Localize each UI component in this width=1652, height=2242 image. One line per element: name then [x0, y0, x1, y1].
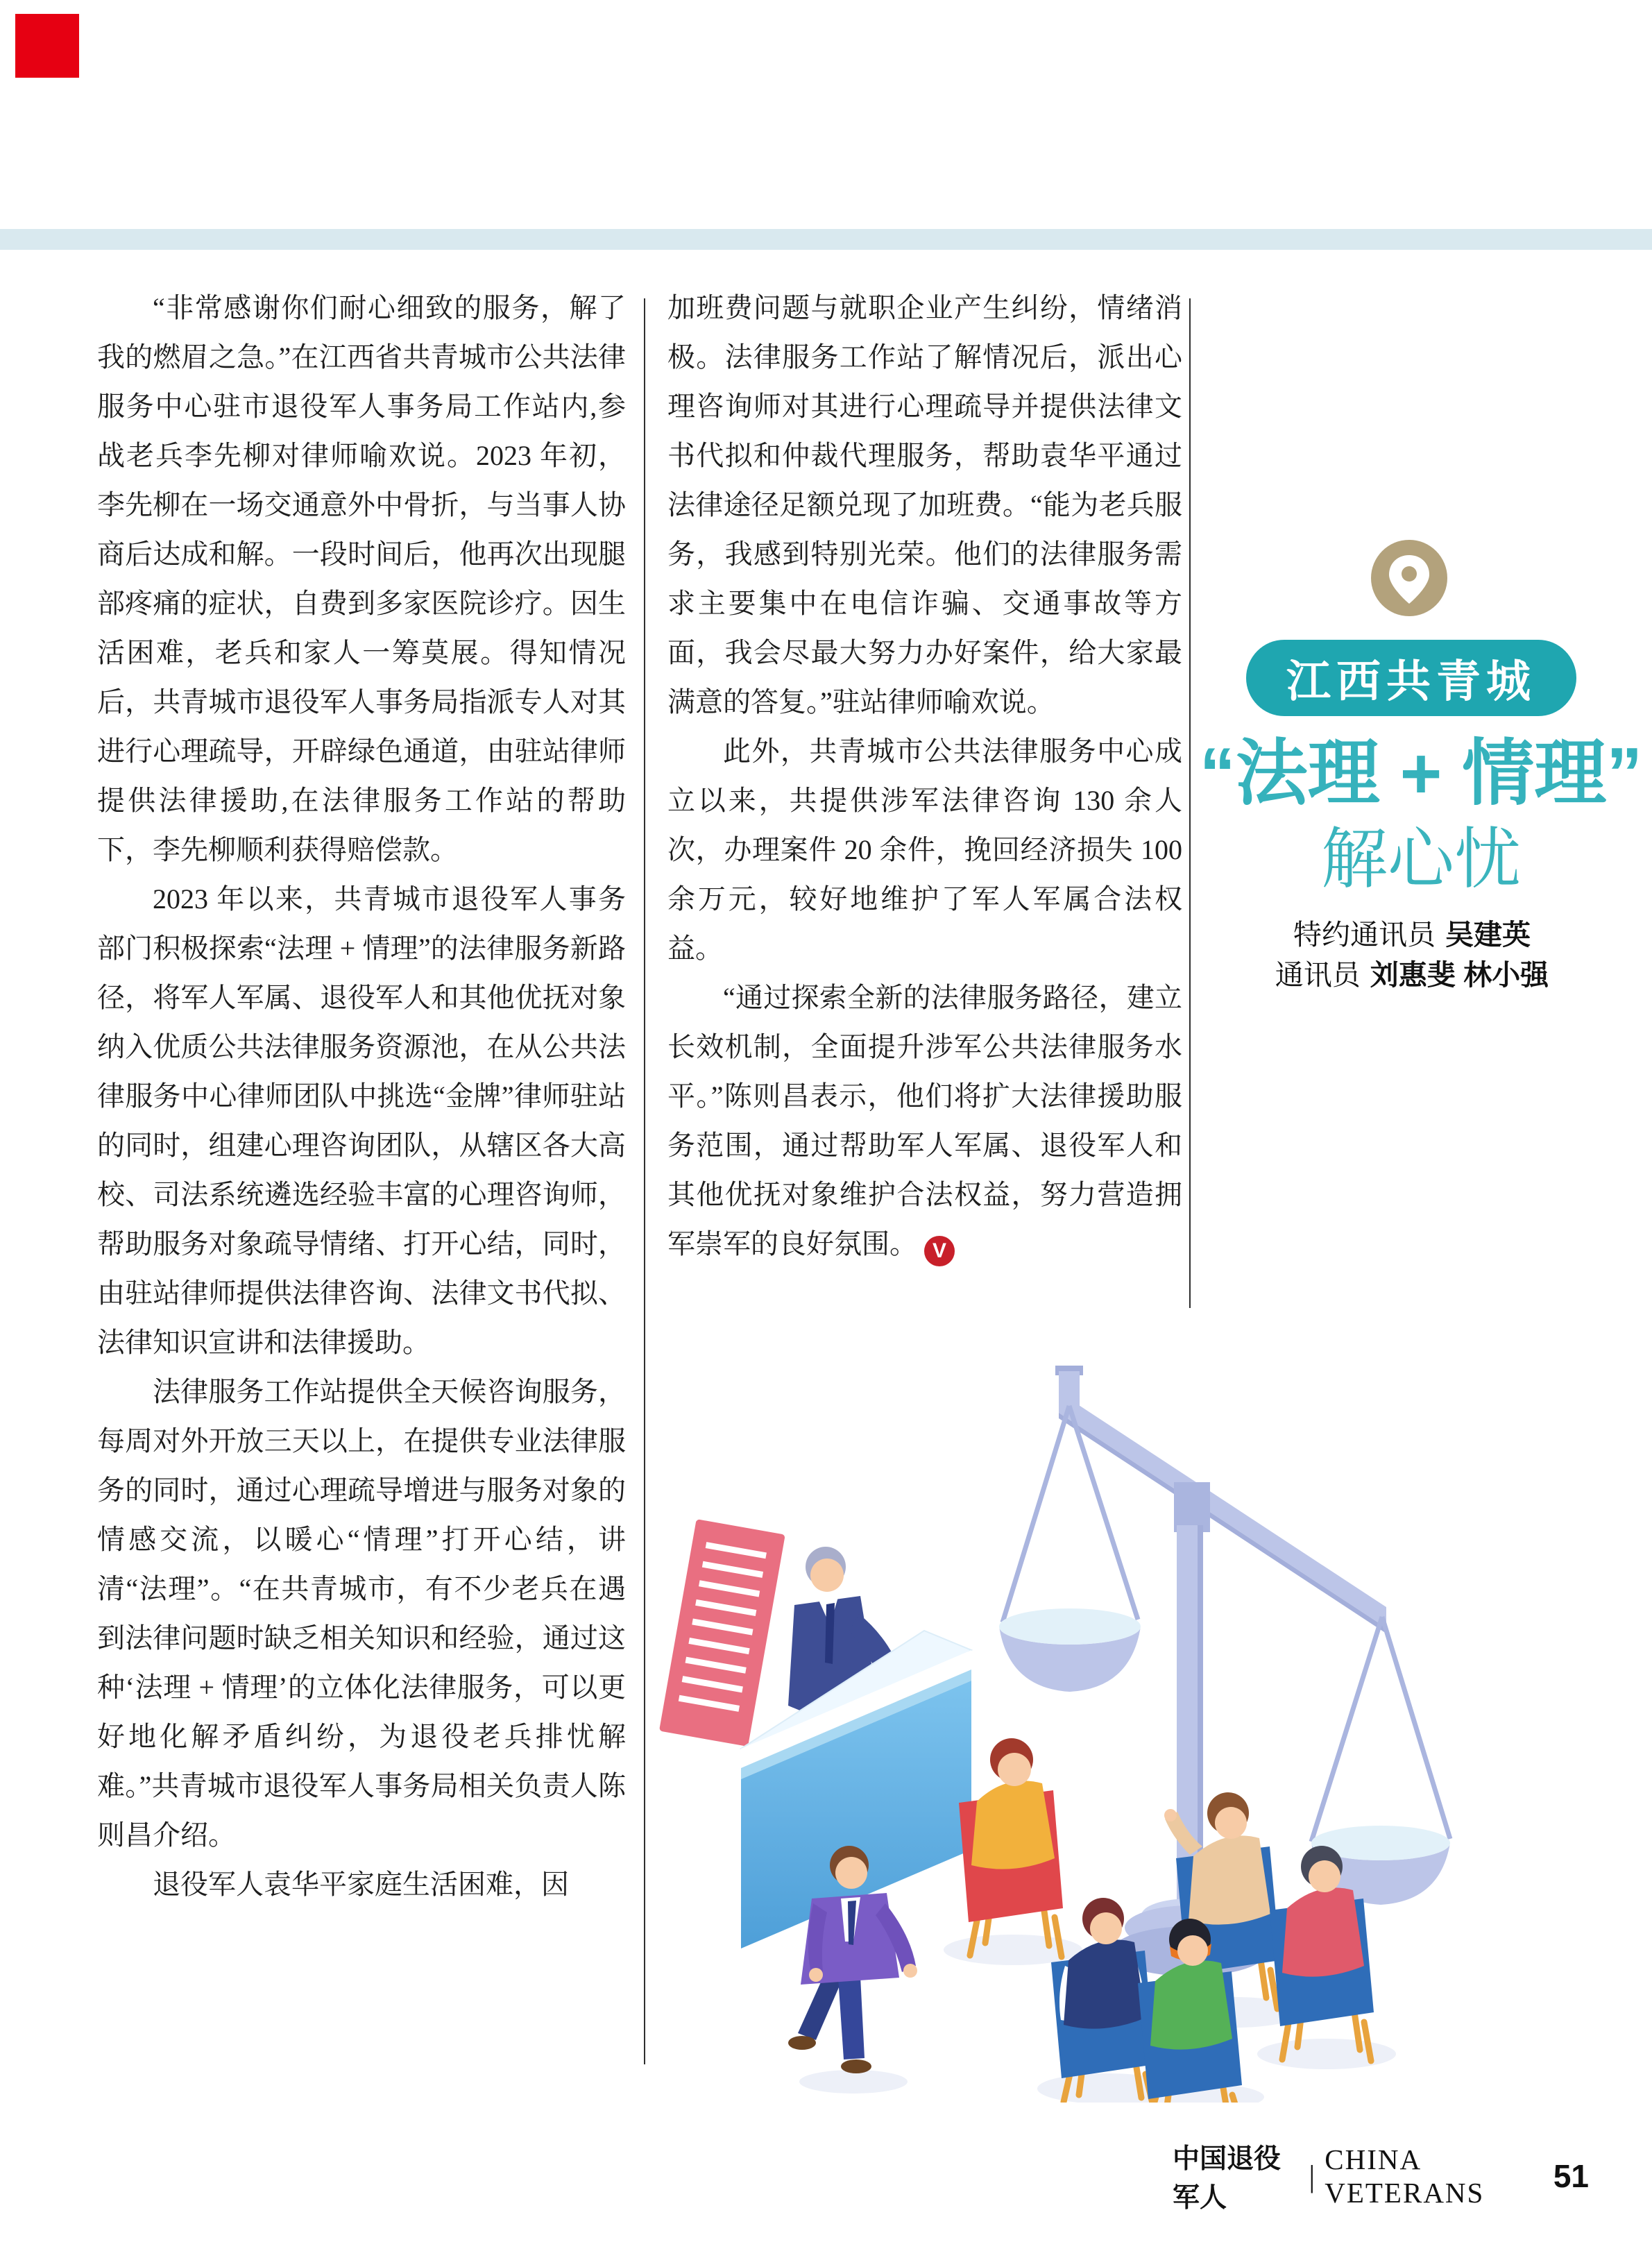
- magazine-name-cn: 中国退役军人: [1173, 2144, 1281, 2213]
- paragraph: 2023 年以来，共青城市退役军人事务部门积极探索“法理 + 情理”的法律服务新路径，将军人军属、退役军人和其他优抚对象纳入优质公共法律服务资源池，在从公共法律服务中心律师团队中挑选“金牌”律师驻站的同时，组建心理咨询团队，从辖区各大高校、司法系统遴选经验丰富的心理咨询师，帮助服务对象疏导情绪、打开心结，同时，由驻站律师提供法律咨询、法律文书代拟、法律知识宣讲和法律援助。: [97, 883, 626, 1358]
- page-corner-mark: [15, 14, 79, 78]
- credit-name: 吴建英: [1445, 919, 1531, 951]
- credit-label: 特约通讯员: [1293, 919, 1436, 951]
- page-footer: [1173, 2143, 1589, 2213]
- paragraph: 加班费问题与就职企业产生纠纷，情绪消极。法律服务工作站了解情况后，派出心理咨询师对其进行心理疏导并提供法律文书代拟和仲裁代理服务，帮助袁华平通过法律途径足额兑现了加班费。“能为老兵服务，我感到特别光荣。他们的法律服务需求主要集中在电信诈骗、交通事故等方面，我会尽最大努力办好案件，给大家最满意的答复。”驻站律师喻欢说。: [667, 292, 1182, 717]
- top-accent-bar: [0, 229, 1652, 250]
- article-title-line1: “法理 + 情理”: [1199, 733, 1643, 814]
- article-title-line2: 解心忧: [1321, 822, 1521, 897]
- document-icon: [659, 1519, 785, 1747]
- credit-line-1: [1173, 912, 1651, 953]
- article-column-1: [97, 283, 626, 1909]
- paragraph: 法律服务工作站提供全天候咨询服务，每周对外开放三天以上，在提供专业法律服务的同时，通过心理疏导增进与服务对象的情感交流，以暖心“情理”打开心结，讲清“法理”。“在共青城市，有不少老兵在遇到法律问题时缺乏相关知识和经验，通过这种‘法理 + 情理’的立体化法律服务，可以更好地化解矛盾纠纷，为退役老兵排忧解难。”共青城市退役军人事务局相关负责人陈则昌介绍。: [97, 1376, 626, 1851]
- region-badge: 江西共青城: [1246, 640, 1576, 716]
- column-divider-1: [644, 298, 645, 2064]
- paragraph: “非常感谢你们耐心细致的服务，解了我的燃眉之急。”在江西省共青城市公共法律服务中心驻市退役军人事务局工作站内,参战老兵李先柳对律师喻欢说。2023 年初，李先柳在一场交通意外中骨折，与当事人协商后达成和解。一段时间后，他再次出现腿部疼痛的症状，自费到多家医院诊疗。因生活困难，老兵和家人一筹莫展。得知情况后，共青城市退役军人事务局指派专人对其进行心理疏导，开辟绿色通道，由驻站律师提供法律援助,在法律服务工作站的帮助下，李先柳顺利获得赔偿款。: [97, 292, 626, 865]
- credit-label: 通讯员: [1275, 959, 1361, 991]
- paragraph: 退役军人袁华平家庭生活困难，因: [153, 1869, 569, 1900]
- credit-line-2: [1173, 952, 1651, 993]
- paragraph: 此外，共青城市公共法律服务中心成立以来，共提供涉军法律咨询 130 余人次，办理案件 20 余件，挽回经济损失 100 余万元，较好地维护了军人军属合法权益。: [667, 736, 1182, 964]
- paragraph: [667, 973, 1182, 1268]
- footer-divider: |: [1309, 2159, 1315, 2193]
- paragraph-text: “通过探索全新的法律服务路径，建立长效机制，全面提升涉军公共法律服务水平。”陈则昌表示，他们将扩大法律援助服务范围，通过帮助军人军属、退役军人和其他优抚对象维护合法权益，努力营造拥军崇军的良好氛围。: [667, 982, 1182, 1259]
- article-end-mark: V: [924, 1236, 955, 1266]
- page-number: 51: [1553, 2158, 1589, 2194]
- credit-name: 刘惠斐 林小强: [1370, 959, 1549, 991]
- location-pin-icon: [1371, 540, 1447, 616]
- magazine-name-en: CHINA VETERANS: [1325, 2143, 1485, 2209]
- article-column-2: [667, 283, 1182, 1268]
- seated-person: [959, 1738, 1063, 1957]
- legal-service-illustration: [652, 1317, 1651, 2103]
- shadow: [799, 2070, 908, 2094]
